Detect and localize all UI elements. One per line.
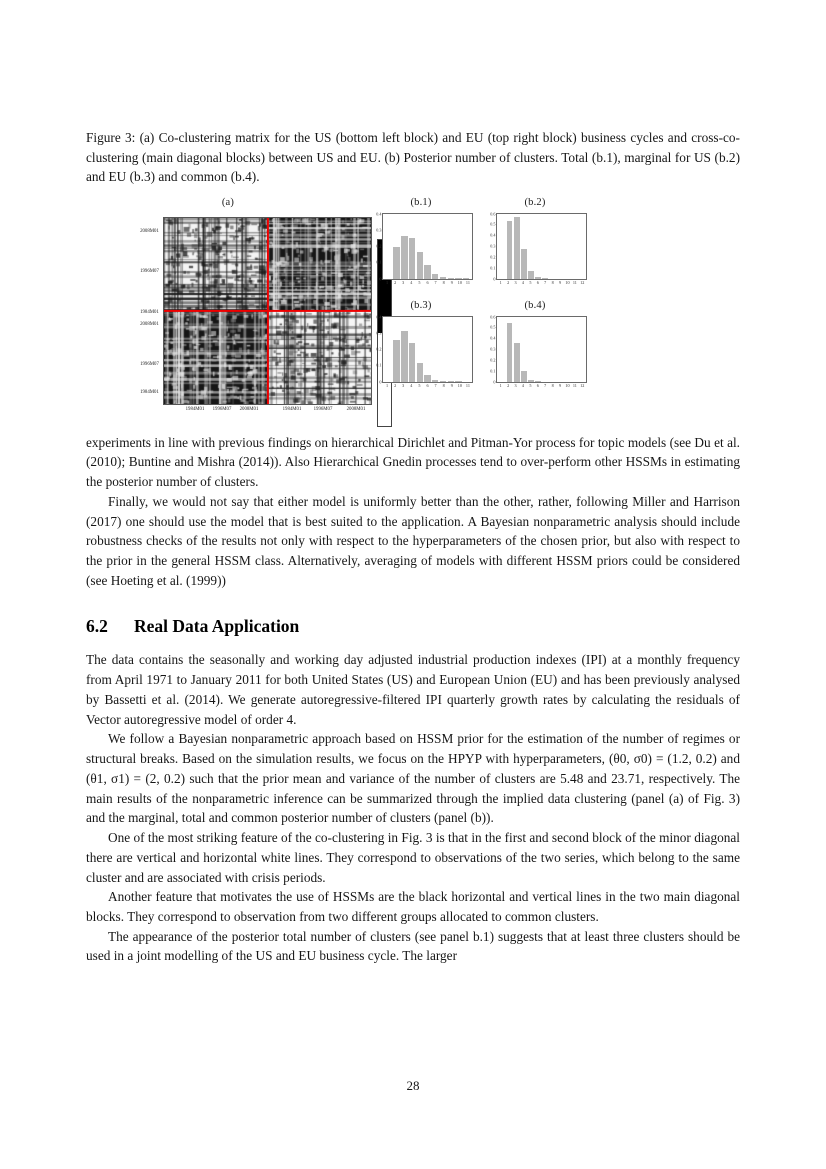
matrix-y-tick-label: 1996M07: [140, 361, 159, 367]
y-tick-label: 0.1: [490, 368, 496, 374]
y-tick-label: 0.6: [490, 314, 496, 320]
x-tick-label: 7: [434, 279, 437, 285]
x-tick-label: 8: [551, 279, 554, 285]
matrix-y-tick-label: 1996M07: [140, 268, 159, 274]
paragraph-1: experiments in line with previous findings on hierarchical Dirichlet and Pitman-Yor process for topic models (see Du et al. (2010); Buntine and Mishra (2014)). Also Hierarchical Gnedin processes tend to over-perform other HSSMs in estimating the posterior number of clusters.: [86, 434, 740, 490]
x-tick-label: 3: [514, 382, 517, 388]
matrix-x-tick-label: 2008M01: [239, 405, 259, 411]
x-tick-label: 5: [529, 382, 532, 388]
x-tick-label: 4: [521, 382, 524, 388]
panel-b3-title: (b.3): [410, 299, 432, 311]
page-content: [86, 128, 740, 966]
paragraph-4-part-c: such that the prior mean and variance of the number of clusters are 5.48 and 23.71, respectively. The main results of the nonparametric inference can be summarized through the implied data clustering (panel (a) of Fig. 3) and the marginal, total and common posterior number of clusters (panel (b)).: [86, 770, 741, 826]
x-tick-label: 11: [572, 279, 577, 285]
x-tick-label: 11: [572, 382, 577, 388]
matrix-quadrant-eu-cross: [268, 311, 372, 404]
panel-b1: [369, 213, 473, 291]
page-number: 28: [406, 1078, 420, 1093]
x-tick-label: 10: [565, 279, 570, 285]
y-tick-label: 0.3: [376, 330, 382, 336]
matrix-divider-vertical: [266, 218, 268, 404]
matrix-y-tick-label: 2008M01: [140, 320, 159, 326]
panel-b2-x-axis: [497, 214, 586, 285]
panel-b4: [483, 316, 587, 394]
x-tick-label: 11: [465, 279, 470, 285]
x-tick-label: 4: [521, 279, 524, 285]
matrix-y-tick-label: 1984M01: [140, 309, 159, 315]
matrix-y-tick-label: 1984M01: [140, 389, 159, 395]
paragraph-7: The appearance of the posterior total number of clusters (see panel b.1) suggests that at least three clusters should be used in a joint modelling of the US and EU business cycle. The larger: [86, 928, 740, 964]
y-tick-label: 0.2: [376, 346, 382, 352]
y-tick-label: 0.1: [376, 362, 382, 368]
matrix-quadrant-us-cross: [164, 218, 268, 311]
figure-3: [86, 195, 740, 427]
y-tick-label: 0.5: [490, 221, 496, 227]
x-tick-label: 6: [536, 279, 539, 285]
co-clustering-matrix: [163, 217, 372, 405]
x-tick-label: 1: [499, 382, 502, 388]
body-text: [86, 433, 740, 967]
x-tick-label: 7: [434, 382, 437, 388]
x-tick-label: 8: [442, 279, 445, 285]
section-heading: [86, 616, 740, 637]
y-tick-label: 0.2: [490, 357, 496, 363]
panel-b4-title: (b.4): [524, 299, 546, 311]
y-tick-label: 0.3: [376, 227, 382, 233]
panel-b4-plot: [490, 314, 587, 388]
panel-b2-plot: [490, 211, 587, 285]
paragraph-6: Another feature that motivates the use of HSSMs are the black horizontal and vertical lines in the two main diagonal blocks. They correspond to observation from two different groups allocated to common clusters.: [86, 889, 740, 925]
x-tick-label: 2: [394, 279, 397, 285]
x-tick-label: 5: [418, 382, 421, 388]
x-tick-label: 6: [426, 382, 429, 388]
x-tick-label: 3: [402, 382, 405, 388]
x-tick-label: 2: [394, 382, 397, 388]
figure-caption: Figure 3: (a) Co-clustering matrix for the US (bottom left block) and EU (top right block) business cycles and cross-co-clustering (main diagonal blocks) between US and EU. (b) Posterior number of clusters. Total (b.1), marginal for US (b.2) and EU (b.3) and common (b.4).: [86, 130, 740, 185]
x-tick-label: 12: [580, 382, 585, 388]
x-tick-label: 8: [551, 382, 554, 388]
matrix-y-tick-label: 2008M01: [140, 227, 159, 233]
matrix-x-tick-label: 2008M01: [346, 405, 365, 411]
x-tick-label: 6: [536, 382, 539, 388]
panel-b1-title: (b.1): [410, 196, 432, 208]
paragraph-5: One of the most striking feature of the co-clustering in Fig. 3 is that in the first and second block of the minor diagonal there are vertical and horizontal white lines. They correspond to observations of the two series, which belong to the same cluster and are associated with crisis periods.: [86, 830, 740, 885]
paragraph-2: Finally, we would not say that either model is uniformly better than the other, rather, following Miller and Harrison (2017) one should use the model that is best suited to the application. A Bayesian nonparametric analysis should include robustness checks of the results not only with respect to the hyperparameters of the chosen prior, but also with respect to the prior in the general HSSM class. Alternatively, averaging of models with different HSSM priors could be considered (see Hoeting et al. (1999)): [86, 493, 740, 588]
y-tick-label: 0.4: [490, 335, 496, 341]
x-tick-label: 1: [499, 279, 502, 285]
matrix-x-tick-label: 1996M07: [212, 405, 232, 411]
hyperparameters-theta0: (θ0, σ0) = (1.2, 0.2): [608, 751, 717, 767]
x-tick-label: 10: [565, 382, 570, 388]
y-tick-label: 0.2: [376, 243, 382, 249]
x-tick-label: 10: [457, 279, 462, 285]
x-tick-label: 3: [514, 279, 517, 285]
panel-b3-plot: [376, 314, 473, 388]
y-tick-label: 0.1: [490, 265, 496, 271]
y-tick-label: 0: [493, 379, 496, 385]
x-tick-label: 10: [457, 382, 462, 388]
x-tick-label: 6: [426, 279, 429, 285]
panel-b3: [369, 316, 473, 394]
x-tick-label: 9: [558, 279, 562, 285]
y-tick-label: 0.4: [490, 232, 496, 238]
x-tick-label: 1: [385, 279, 389, 285]
x-tick-label: 2: [507, 382, 510, 388]
y-tick-label: 0.5: [490, 324, 496, 330]
y-tick-label: 0.2: [490, 254, 496, 260]
y-tick-label: 0.3: [490, 346, 496, 352]
panel-b3-x-axis: [383, 317, 472, 388]
x-tick-label: 9: [558, 382, 562, 388]
x-tick-label: 4: [410, 279, 413, 285]
x-tick-label: 1: [385, 382, 389, 388]
x-tick-label: 12: [580, 279, 585, 285]
matrix-x-axis: [163, 405, 370, 417]
matrix-quadrant-us-block: [164, 311, 268, 404]
x-tick-label: 7: [544, 279, 547, 285]
x-tick-label: 8: [442, 382, 445, 388]
x-tick-label: 9: [450, 279, 453, 285]
panel-b2-title: (b.2): [524, 196, 546, 208]
y-tick-label: 0: [379, 379, 382, 385]
y-tick-label: 0: [379, 276, 382, 282]
x-tick-label: 3: [402, 279, 405, 285]
y-tick-label: 0.1: [376, 259, 382, 265]
panel-b4-x-axis: [497, 317, 586, 388]
y-tick-label: 0.4: [376, 314, 382, 320]
matrix-x-tick-label: 1984M01: [282, 405, 302, 411]
matrix-quadrant-eu-block: [268, 218, 372, 311]
y-tick-label: 0.3: [490, 243, 496, 249]
matrix-x-tick-label: 1984M01: [185, 405, 205, 411]
paragraph-4-part-a: We follow a Bayesian nonparametric approach based on HSSM prior for the estimation of the number of regimes or structural breaks. Based on the simulation results, we focus on the HPYP with hyperparameters,: [86, 731, 740, 767]
paragraph-4: [86, 729, 740, 828]
panel-b1-plot: [376, 211, 473, 285]
hyperparameters-theta1: (θ1, σ1) = (2, 0.2): [86, 770, 186, 786]
section-title: Real Data Application: [134, 616, 300, 637]
x-tick-label: 11: [465, 382, 470, 388]
panel-b1-x-axis: [383, 214, 472, 285]
x-tick-label: 5: [418, 279, 421, 285]
x-tick-label: 2: [507, 279, 510, 285]
y-tick-label: 0: [493, 276, 496, 282]
x-tick-label: 7: [544, 382, 547, 388]
x-tick-label: 4: [410, 382, 413, 388]
y-tick-label: 0.4: [376, 211, 382, 217]
matrix-x-tick-label: 1996M07: [314, 405, 333, 411]
section-number: 6.2: [86, 616, 108, 637]
panel-b2: [483, 213, 587, 291]
paragraph-3: The data contains the seasonally and working day adjusted industrial production indexes (IPI) at a monthly frequency from April 1971 to January 2011 for both United States (US) and European Union (EU) and has been previously analysed by Bassetti et al. (2014). We generate autoregressive-filtered IPI quarterly growth rates by calculating the residuals of Vector autoregressive model of order 4.: [86, 652, 740, 727]
x-tick-label: 5: [529, 279, 532, 285]
paragraph-4-part-b: and: [716, 751, 740, 767]
matrix-y-axis: [121, 217, 161, 403]
y-tick-label: 0.6: [490, 211, 496, 217]
panel-a-title: (a): [221, 196, 235, 208]
x-tick-label: 9: [450, 382, 453, 388]
